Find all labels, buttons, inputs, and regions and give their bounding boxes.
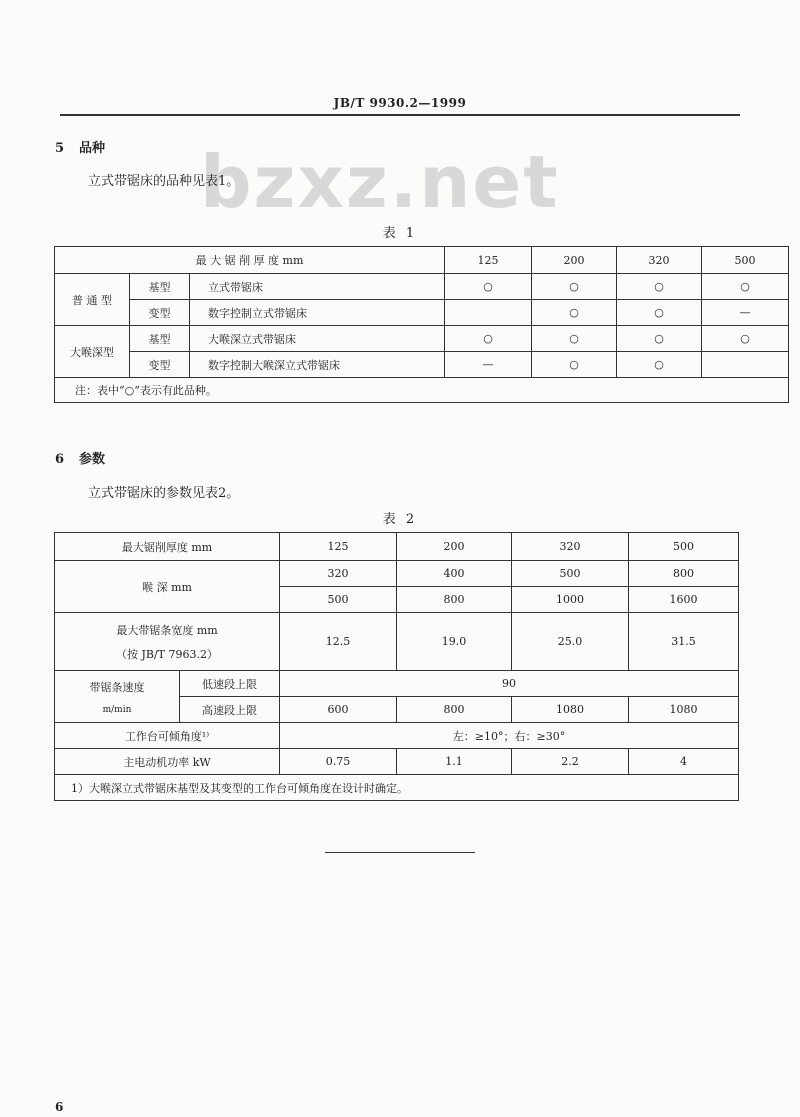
band-width-standard: （按 JB/T 7963.2） [115,647,219,661]
table-cell: 500 [629,533,739,561]
table-cell: ○ [617,300,702,326]
table-2-sublabel: 低速段上限 [180,671,280,697]
table-cell: ○ [532,326,617,352]
table-cell: 31.5 [629,613,739,671]
table-cell: 4 [629,749,739,775]
table-row [55,613,739,671]
table-1-type: 变型 [130,352,190,378]
table-cell: 320 [280,561,397,587]
page-number: 6 [55,1100,64,1114]
table-cell: 800 [629,561,739,587]
table-2-note-row [55,775,739,801]
table-1 [54,246,789,403]
table-cell: 800 [397,697,512,723]
table-row [55,274,789,300]
table-row [55,671,739,697]
section-5-heading [55,137,105,156]
table-2-label: 工作台可倾角度¹⁾ [55,723,280,749]
table-1-desc: 大喉深立式带锯床 [190,326,445,352]
table-1-group-label: 大喉深型 [55,326,130,378]
table-1-desc: 数字控制立式带锯床 [190,300,445,326]
table-cell: 90 [280,671,739,697]
table-2-label [55,613,280,671]
speed-label: 带锯条速度 [89,680,145,694]
table-cell: ○ [617,352,702,378]
table-2-label [55,671,180,723]
table-cell: ○ [532,352,617,378]
table-2-caption: 表 2 [382,512,418,527]
table-cell: 12.5 [280,613,397,671]
table-cell: ○ [702,274,789,300]
band-width-label: 最大带锯条宽度 mm [116,623,218,637]
table-cell: ○ [617,326,702,352]
section-6-heading [55,448,105,467]
table-1-note-row [55,378,789,403]
table-cell: 25.0 [512,613,629,671]
table-cell: 0.75 [280,749,397,775]
section-6-title: 参数 [79,452,106,467]
section-6-text: 立式带锯床的参数见表2。 [88,486,240,501]
table-cell: 320 [512,533,629,561]
section-6-number: 6 [55,452,65,467]
table-row [55,352,789,378]
table-cell: ○ [702,326,789,352]
table-cell: ○ [532,274,617,300]
table-cell: 600 [280,697,397,723]
table-cell: 800 [397,587,512,613]
table-cell: ○ [445,274,532,300]
table-cell: ○ [445,326,532,352]
table-2-label: 最大锯削厚度 mm [55,533,280,561]
table-cell: 1000 [512,587,629,613]
table-row [55,561,739,587]
section-5-text: 立式带锯床的品种见表1。 [88,174,240,189]
table-cell: — [445,352,532,378]
table-1-type: 变型 [130,300,190,326]
table-row [55,300,789,326]
table-cell: 左：≥10°；右：≥30° [280,723,739,749]
table-1-note: 注：表中“○”表示有此品种。 [55,378,789,403]
table-1-size: 500 [702,247,789,274]
table-1-type: 基型 [130,326,190,352]
table-1-group-label: 普 通 型 [55,274,130,326]
table-cell [445,300,532,326]
table-1-size: 200 [532,247,617,274]
table-cell: — [702,300,789,326]
table-cell: 125 [280,533,397,561]
header-rule [60,114,740,116]
table-row [55,326,789,352]
table-2-sublabel: 高速段上限 [180,697,280,723]
table-cell [702,352,789,378]
table-cell: ○ [617,274,702,300]
table-1-header-label: 最 大 锯 削 厚 度 mm [55,247,445,274]
watermark: bzxz.net [200,140,560,224]
table-2 [54,532,739,801]
table-2-label: 主电动机功率 kW [55,749,280,775]
section-5-number: 5 [55,141,65,156]
table-2-note: 1）大喉深立式带锯床基型及其变型的工作台可倾角度在设计时确定。 [55,775,739,801]
table-row [55,723,739,749]
speed-unit: m/min [102,704,132,715]
table-1-type: 基型 [130,274,190,300]
table-1-desc: 立式带锯床 [190,274,445,300]
page-header: JB/T 9930.2—1999 [333,96,467,110]
table-cell: 500 [280,587,397,613]
table-cell: 1080 [512,697,629,723]
table-cell: 1.1 [397,749,512,775]
table-2-label: 喉 深 mm [55,561,280,613]
table-cell: 19.0 [397,613,512,671]
table-cell: 1080 [629,697,739,723]
table-1-header-row [55,247,789,274]
table-cell: 1600 [629,587,739,613]
table-1-size: 125 [445,247,532,274]
table-row [55,533,739,561]
table-cell: ○ [532,300,617,326]
table-cell: 400 [397,561,512,587]
end-rule [325,852,475,853]
section-5-title: 品种 [79,141,106,156]
table-row [55,749,739,775]
table-cell: 2.2 [512,749,629,775]
table-1-desc: 数字控制大喉深立式带锯床 [190,352,445,378]
table-cell: 500 [512,561,629,587]
table-cell: 200 [397,533,512,561]
table-1-caption: 表 1 [382,226,418,241]
table-1-size: 320 [617,247,702,274]
